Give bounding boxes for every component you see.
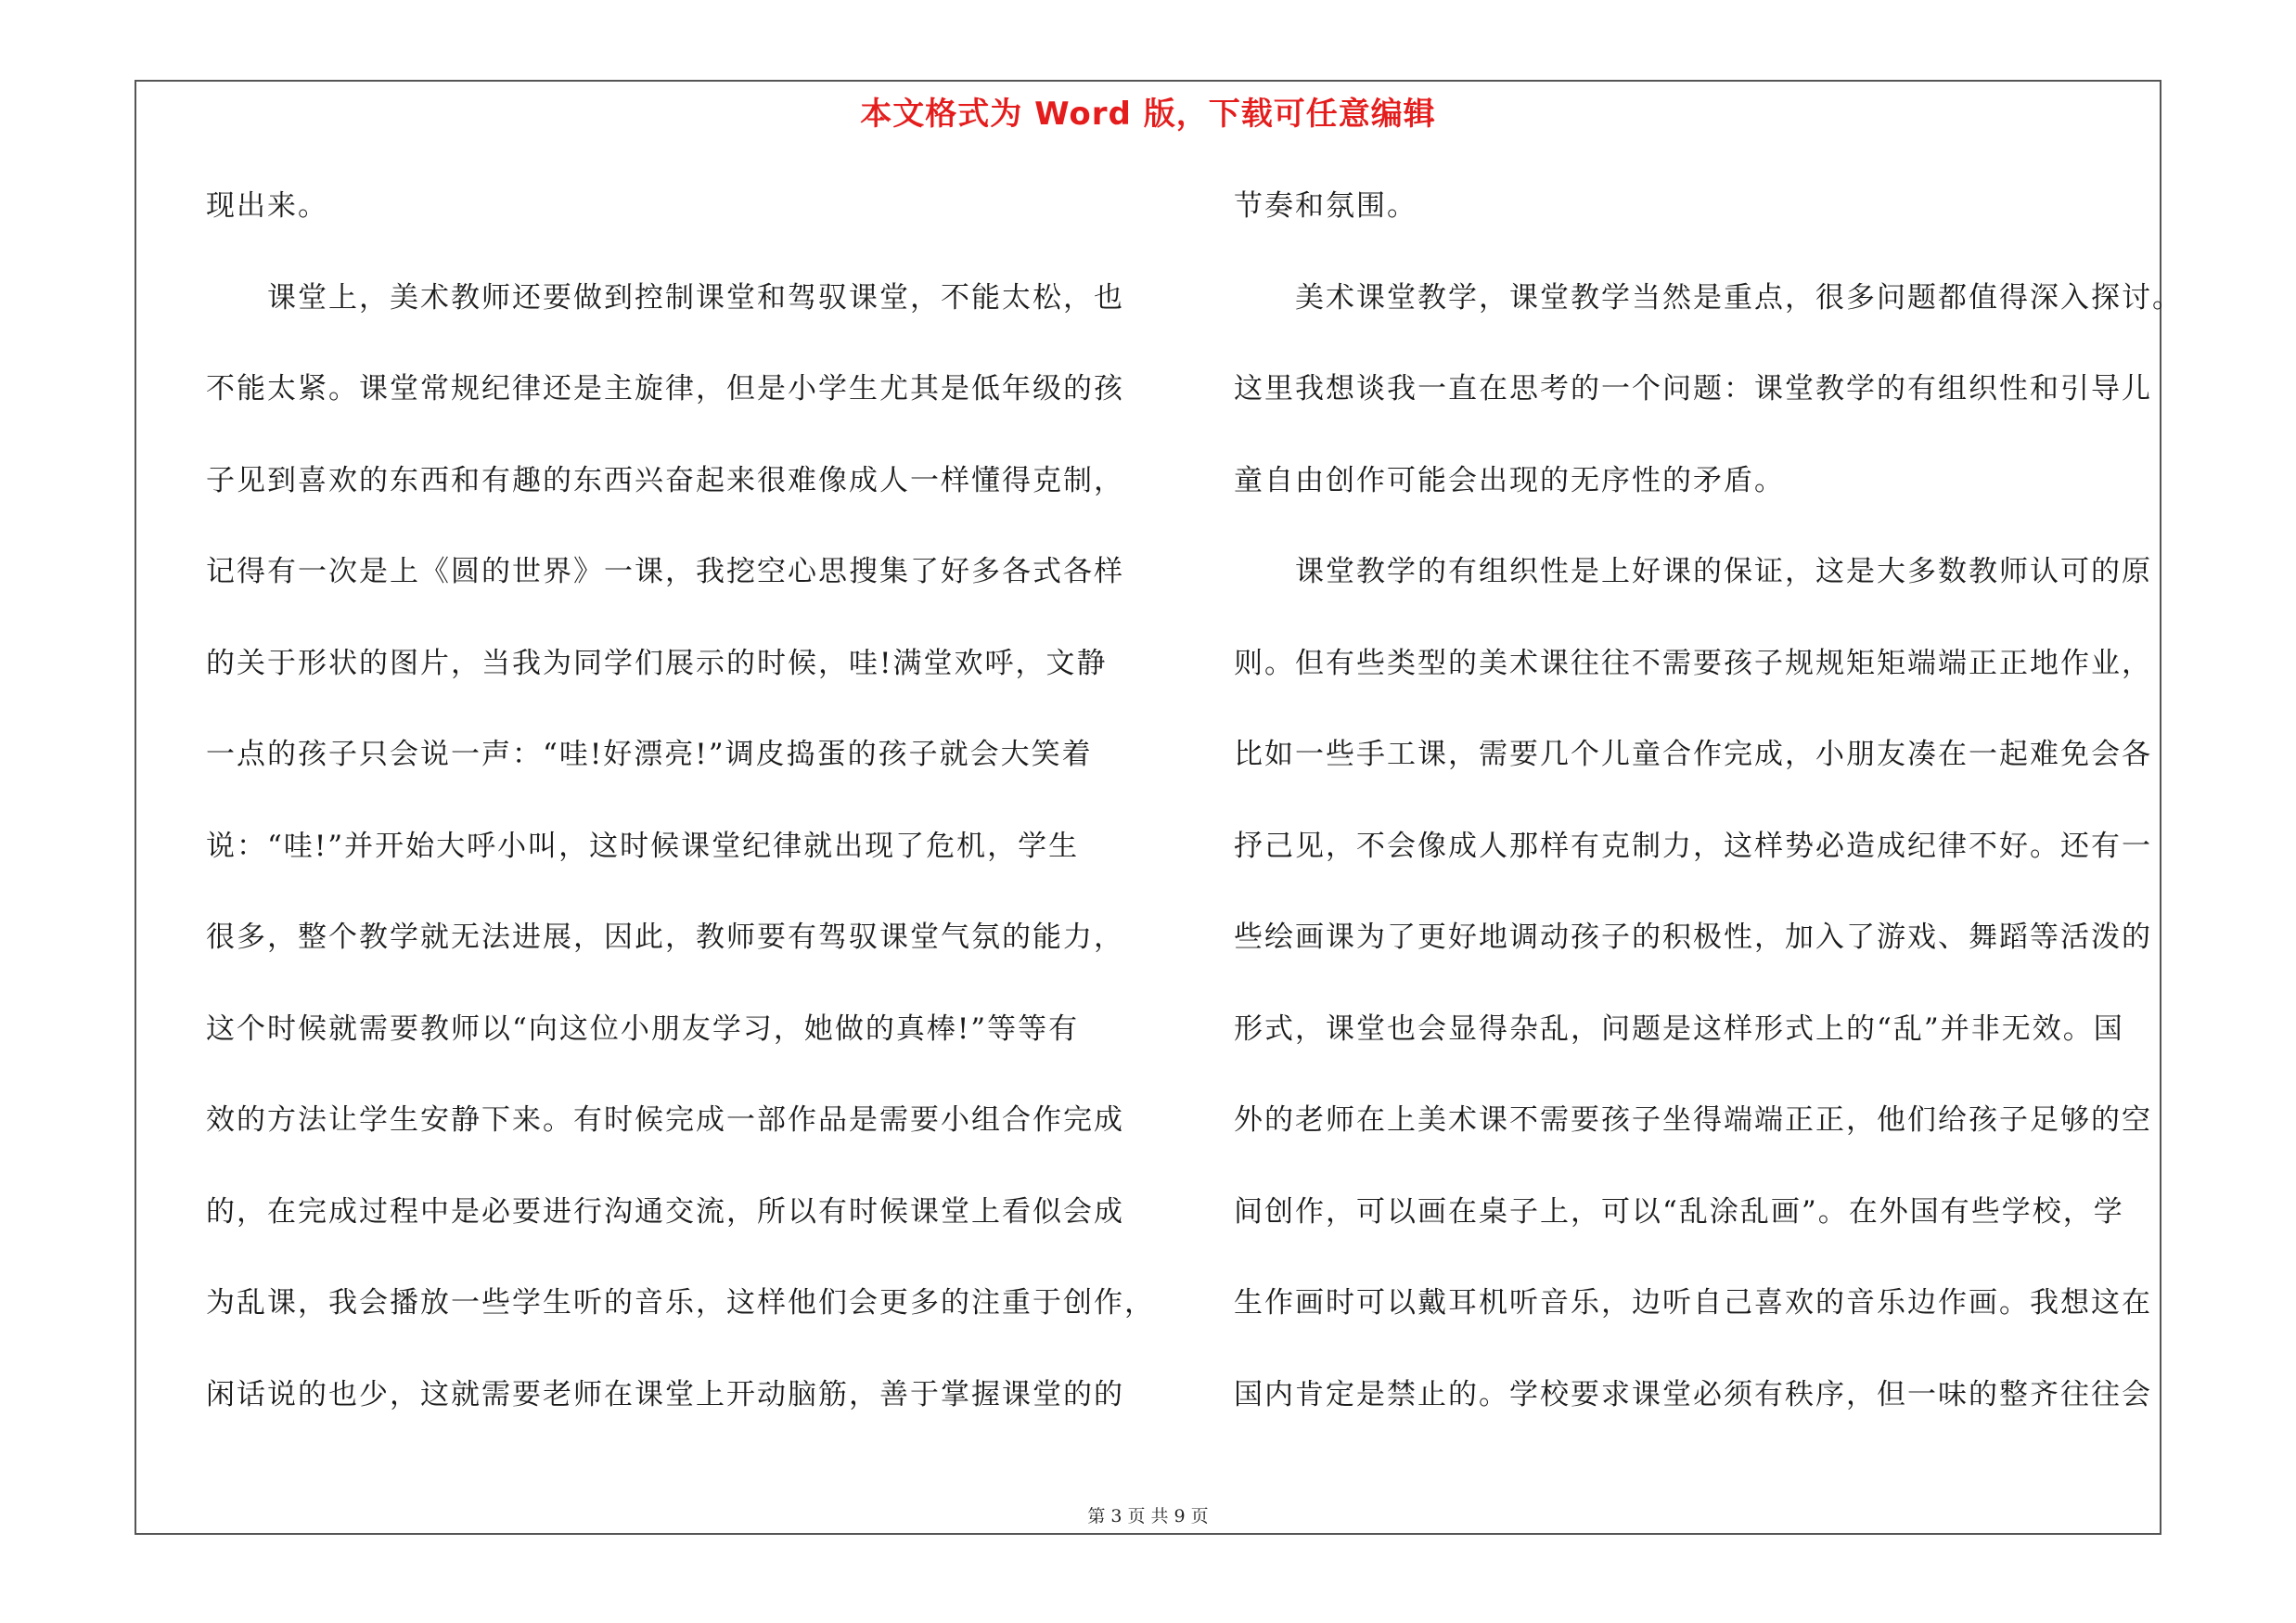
text-line: 生作画时可以戴耳机听音乐，边听自己喜欢的音乐边作画。我想这在: [1234, 1286, 2152, 1320]
text-line: 效的方法让学生安静下来。有时候完成一部作品是需要小组合作完成: [206, 1103, 1124, 1137]
left-column: [206, 187, 1155, 1467]
text-line: 闲话说的也少，这就需要老师在课堂上开动脑筋，善于掌握课堂的的: [206, 1377, 1124, 1411]
text-line: 很多，整个教学就无法进展，因此，教师要有驾驭课堂气氛的能力，: [206, 921, 1124, 954]
text-line: 比如一些手工课，需要几个儿童合作完成，小朋友凑在一起难免会各: [1234, 738, 2152, 771]
text-line: 的，在完成过程中是必要进行沟通交流，所以有时候课堂上看似会成: [206, 1194, 1124, 1229]
text-line: 则。但有些类型的美术课往往不需要孩子规规矩矩端端正正地作业，: [1234, 646, 2152, 680]
text-line: 说：“哇!”并开始大呼小叫，这时候课堂纪律就出现了危机，学生: [206, 829, 1080, 863]
text-line: 节奏和氛围。: [1234, 189, 1417, 223]
right-column: [1234, 187, 2183, 1467]
format-banner: 本文格式为 Word 版，下载可任意编辑: [860, 96, 1436, 133]
text-line: 这里我想谈我一直在思考的一个问题：课堂教学的有组织性和引导儿: [1234, 372, 2152, 406]
text-line: 记得有一次是上《圆的世界》一课，我挖空心思搜集了好多各式各样: [206, 555, 1124, 588]
text-line: 子见到喜欢的东西和有趣的东西兴奋起来很难像成人一样懂得克制，: [206, 463, 1124, 497]
text-line: 美术课堂教学，课堂教学当然是重点，很多问题都值得深入探讨。: [1234, 280, 2183, 315]
text-line: 国内肯定是禁止的。学校要求课堂必须有秩序，但一味的整齐往往会: [1234, 1377, 2152, 1411]
text-line: 些绘画课为了更好地调动孩子的积极性，加入了游戏、舞蹈等活泼的: [1234, 921, 2152, 954]
text-line: 的关于形状的图片，当我为同学们展示的时候，哇!满堂欢呼，文静: [206, 646, 1108, 680]
text-line: 不能太紧。课堂常规纪律还是主旋律，但是小学生尤其是低年级的孩: [206, 372, 1124, 406]
text-line: 现出来。: [206, 189, 328, 223]
text-line: 童自由创作可能会出现的无序性的矛盾。: [1234, 463, 1785, 497]
page-number: 第 3 页 共 9 页: [1087, 1506, 1209, 1526]
text-line: 间创作，可以画在桌子上，可以“乱涂乱画”。在外国有些学校，学: [1234, 1194, 2124, 1229]
text-line: 为乱课，我会播放一些学生听的音乐，这样他们会更多的注重于创作，: [206, 1286, 1155, 1320]
text-line: 形式，课堂也会显得杂乱，问题是这样形式上的“乱”并非无效。国: [1234, 1011, 2124, 1046]
text-line: 抒己见，不会像成人那样有克制力，这样势必造成纪律不好。还有一: [1234, 829, 2152, 863]
text-line: 一点的孩子只会说一声：“哇!好漂亮!”调皮捣蛋的孩子就会大笑着: [206, 738, 1093, 771]
text-line: 课堂教学的有组织性是上好课的保证，这是大多数教师认可的原: [1234, 555, 2152, 588]
text-line: 外的老师在上美术课不需要孩子坐得端端正正，他们给孩子足够的空: [1234, 1103, 2152, 1137]
text-line: 课堂上，美术教师还要做到控制课堂和驾驭课堂，不能太松，也: [206, 280, 1124, 315]
text-line: 这个时候就需要教师以“向这位小朋友学习，她做的真棒!”等等有: [206, 1011, 1080, 1046]
